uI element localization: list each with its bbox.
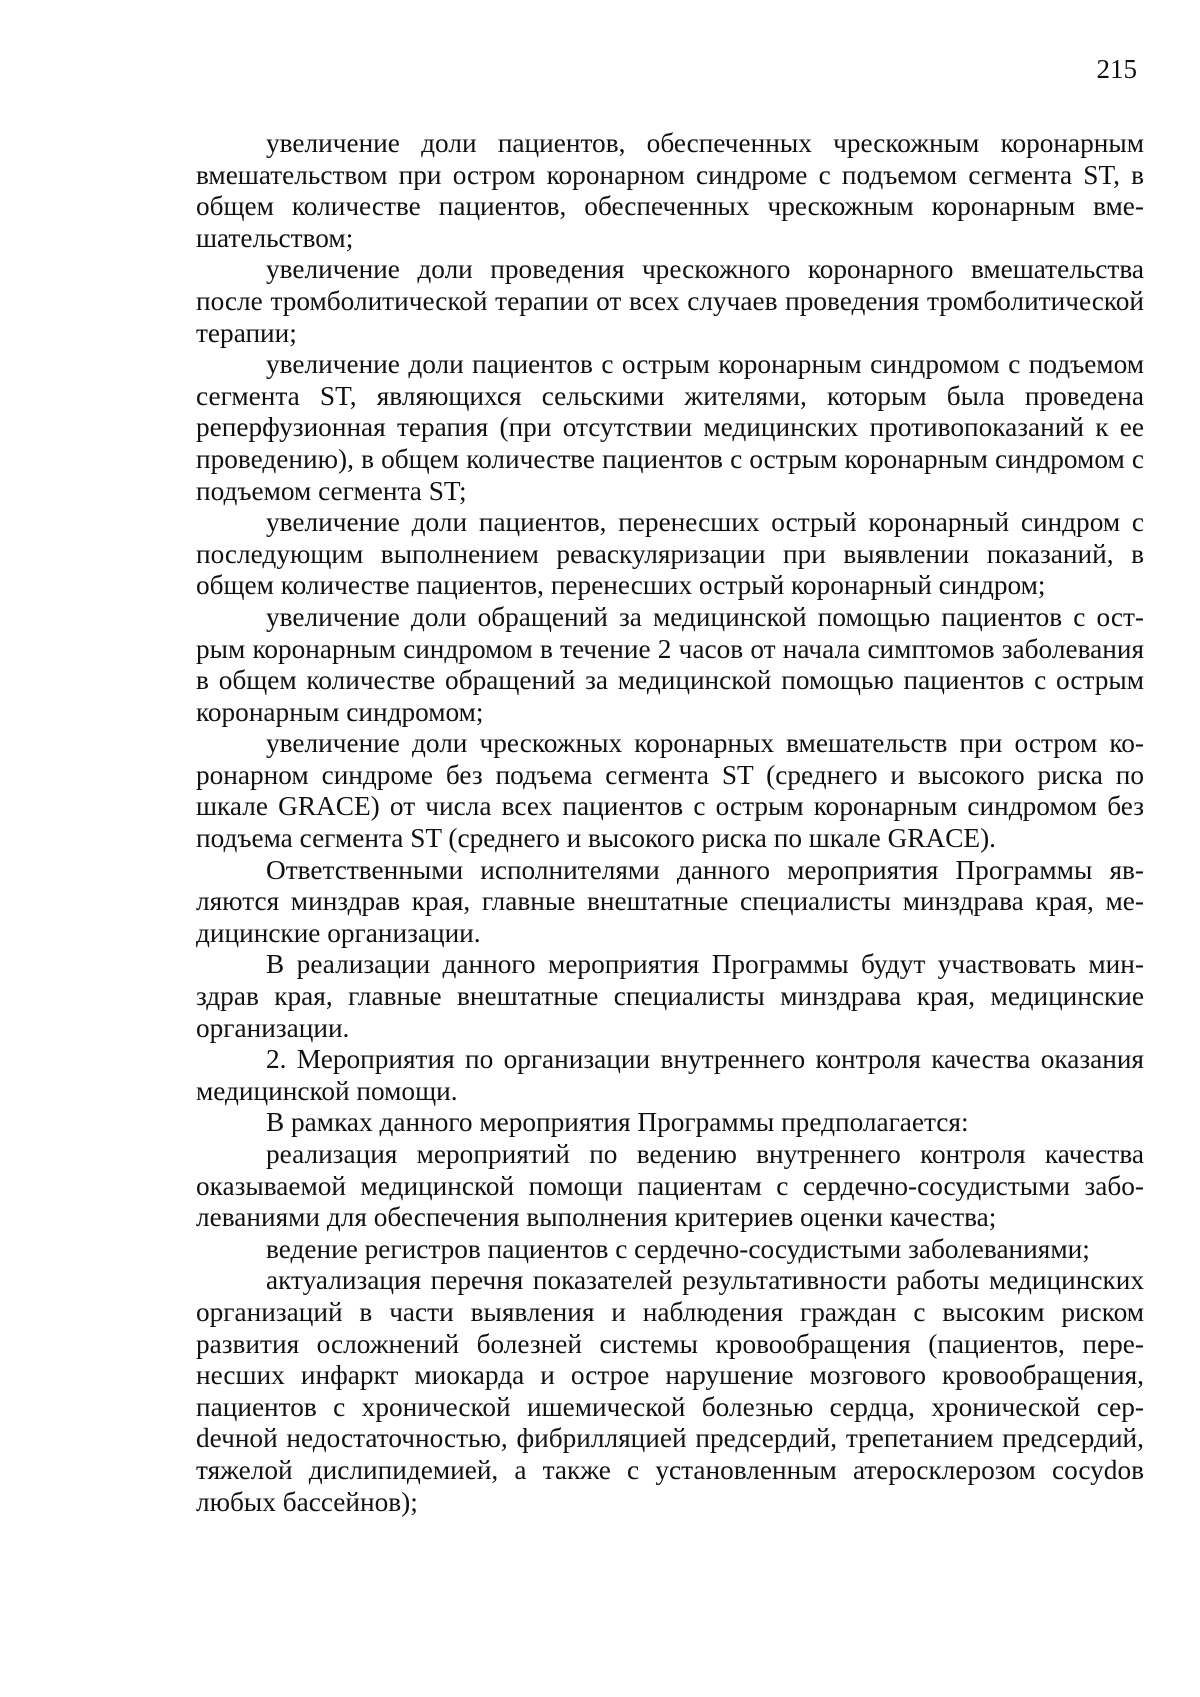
paragraph-pci-after-thrombolysis: увеличение доли проведения чрескожного коронарного вмешательства после тромболитической терапии от всех случаев проведения тромболитической терапии; (196, 254, 1144, 348)
paragraph-responsible-executors: Ответственными исполнителями данного мероприятия Программы являются минздрав края, главные внештатные специалисты минздрава края, медицинские организации. (196, 854, 1144, 948)
paragraph-pci-nstemi-grace: увеличение доли чрескожных коронарных вмешательств при остром коронарном синдроме без подъема сегмента ST (среднего и высокого риска по шкале GRACE) от числа всех пациентов с острым коронарным синдромом без подъема сегмента ST (среднего и высокого риска по шкале GRACE). (196, 728, 1144, 854)
paragraph-registries: ведение регистров пациентов с сердечно-сосудистыми заболеваниями; (266, 1233, 1090, 1264)
paragraph-section-2-heading: 2. Мероприятия по организации внутреннего контроля качества оказания медицинской помощи. (196, 1044, 1144, 1106)
document-body (196, 128, 1144, 1518)
page-number: 215 (1096, 54, 1137, 84)
paragraph-performance-indicators: актуализация перечня показателей результативности работы медицинских организаций в части выявления и наблюдения граждан с высоким риском развития осложнений болезней системы кровообращения (пациентов, перенесших инфаркт миокарда и острое нарушение мозгового кровообращения, пациентов с хронической ишемической болезнью сердца, хронической серdечной недостаточностью, фибрилляцией предсердий, трепетанием предсердий, тяжелой дислипидемией, а также с установленным атеросклерозом сосуdов любых бассейнов); (196, 1265, 1144, 1517)
paragraph-rural-reperfusion: увеличение доли пациентов с острым коронарным синдромом с подъемом сегмента ST, являющихся сельскими жителями, которым была проведена реперфузионная терапия (при отсутствии медицинских противопоказаний к ее проведению), в общем количестве пациентов с острым коронарным синдромом с подъемом сегмента ST; (196, 349, 1144, 506)
paragraph-internal-control: реализация мероприятий по ведению внутреннего контроля качества оказываемой медицинской помощи пациентам с сердечно-сосудистыми заболеваниями для обеспечения выполнения критериев оценки качества; (196, 1139, 1144, 1233)
paragraph-participants: В реализации данного мероприятия Программы будут участвовать минздрав края, главные внештатные специалисты минздрава края, медицинские организации. (196, 949, 1144, 1043)
paragraph-revascularization: увеличение доли пациентов, перенесших острый коронарный синдром с последующим выполнением реваскуляризации при выявлении показаний, в общем количестве пациентов, перенесших острый коронарный синдром; (196, 507, 1144, 601)
paragraph-intro-planned: В рамках данного мероприятия Программы предполагается: (266, 1107, 969, 1138)
paragraph-early-requests: увеличение доли обращений за медицинской помощью пациентов с острым коронарным синдромом в течение 2 часов от начала симптомов заболевания в общем количестве обращений за медицинской помощью пациентов с острым коронарным синдромом; (196, 601, 1144, 727)
paragraph-pci-stemi-share: увеличение доли пациентов, обеспеченных чрескожным коронарным вмешательством при остром коронарном синдроме с подъемом сегмента ST, в общем количестве пациентов, обеспеченных чрескожным коронарным вмешательством; (196, 128, 1144, 253)
